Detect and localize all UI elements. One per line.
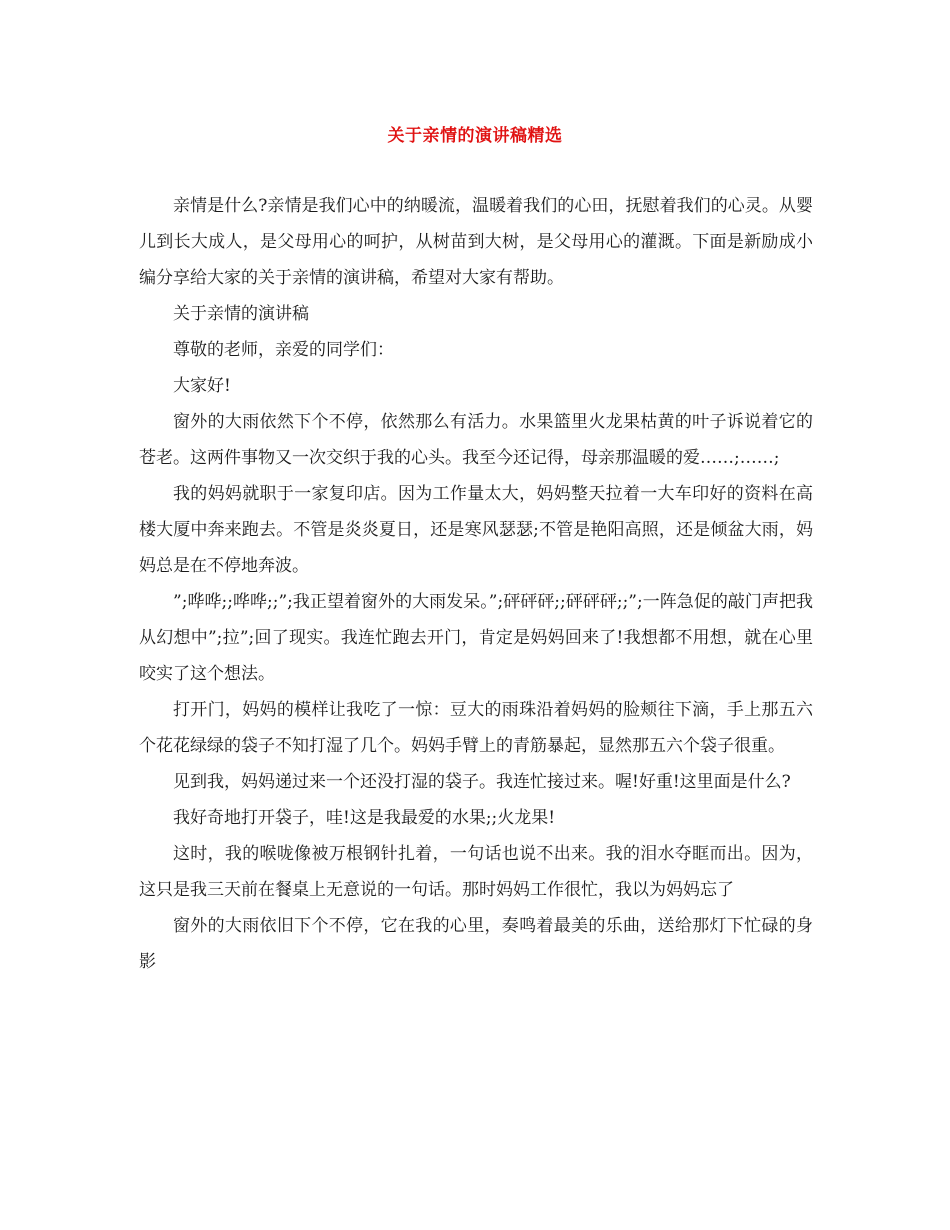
- paragraph: ”;哗哗;;哗哗;;”;我正望着窗外的大雨发呆。”;砰砰砰;;砰砰砰;;”;一阵急促的敲门声把我从幻想中”;拉”;回了现实。我连忙跑去开门，肯定是妈妈回来了!我想都不用想，就在心里咬实了这个想法。: [139, 592, 813, 684]
- paragraph: 打开门，妈妈的模样让我吃了一惊：豆大的雨珠沿着妈妈的脸颊往下滴，手上那五六个花花绿绿的袋子不知打湿了几个。妈妈手臂上的青筋暴起，显然那五六个袋子很重。: [139, 700, 813, 756]
- paragraph: 窗外的大雨依然下个不停，依然那么有活力。水果篮里火龙果枯黄的叶子诉说着它的苍老。这两件事物又一次交织于我的心头。我至今还记得，母亲那温暖的爱……;……;: [139, 412, 813, 468]
- paragraph: 我的妈妈就职于一家复印店。因为工作量太大，妈妈整天拉着一大车印好的资料在高楼大厦中奔来跑去。不管是炎炎夏日，还是寒风瑟瑟;不管是艳阳高照，还是倾盆大雨，妈妈总是在不停地奔波。: [139, 484, 813, 576]
- paragraph-salutation: 尊敬的老师，亲爱的同学们：: [173, 340, 394, 360]
- paragraph: 我好奇地打开袋子，哇!这是我最爱的水果;;火龙果!: [173, 808, 556, 828]
- paragraph-greeting: 大家好!: [173, 376, 231, 396]
- paragraph: 见到我，妈妈递过来一个还没打湿的袋子。我连忙接过来。喔!好重!这里面是什么?: [173, 772, 791, 792]
- paragraph: 窗外的大雨依旧下个不停，它在我的心里，奏鸣着最美的乐曲，送给那灯下忙碌的身影: [139, 916, 813, 972]
- paragraph-subheading: 关于亲情的演讲稿: [173, 304, 309, 324]
- paragraph-intro: 亲情是什么?亲情是我们心中的纳暖流，温暖着我们的心田，抚慰着我们的心灵。从婴儿到长大成人，是父母用心的呵护，从树苗到大树，是父母用心的灌溉。下面是新励成小编分享给大家的关于亲情的演讲稿，希望对大家有帮助。: [139, 196, 813, 288]
- document-body: [139, 188, 813, 980]
- paragraph: 这时，我的喉咙像被万根钢针扎着，一句话也说不出来。我的泪水夺眶而出。因为，这只是我三天前在餐桌上无意说的一句话。那时妈妈工作很忙，我以为妈妈忘了: [139, 844, 813, 900]
- document-title: 关于亲情的演讲稿精选: [387, 126, 563, 146]
